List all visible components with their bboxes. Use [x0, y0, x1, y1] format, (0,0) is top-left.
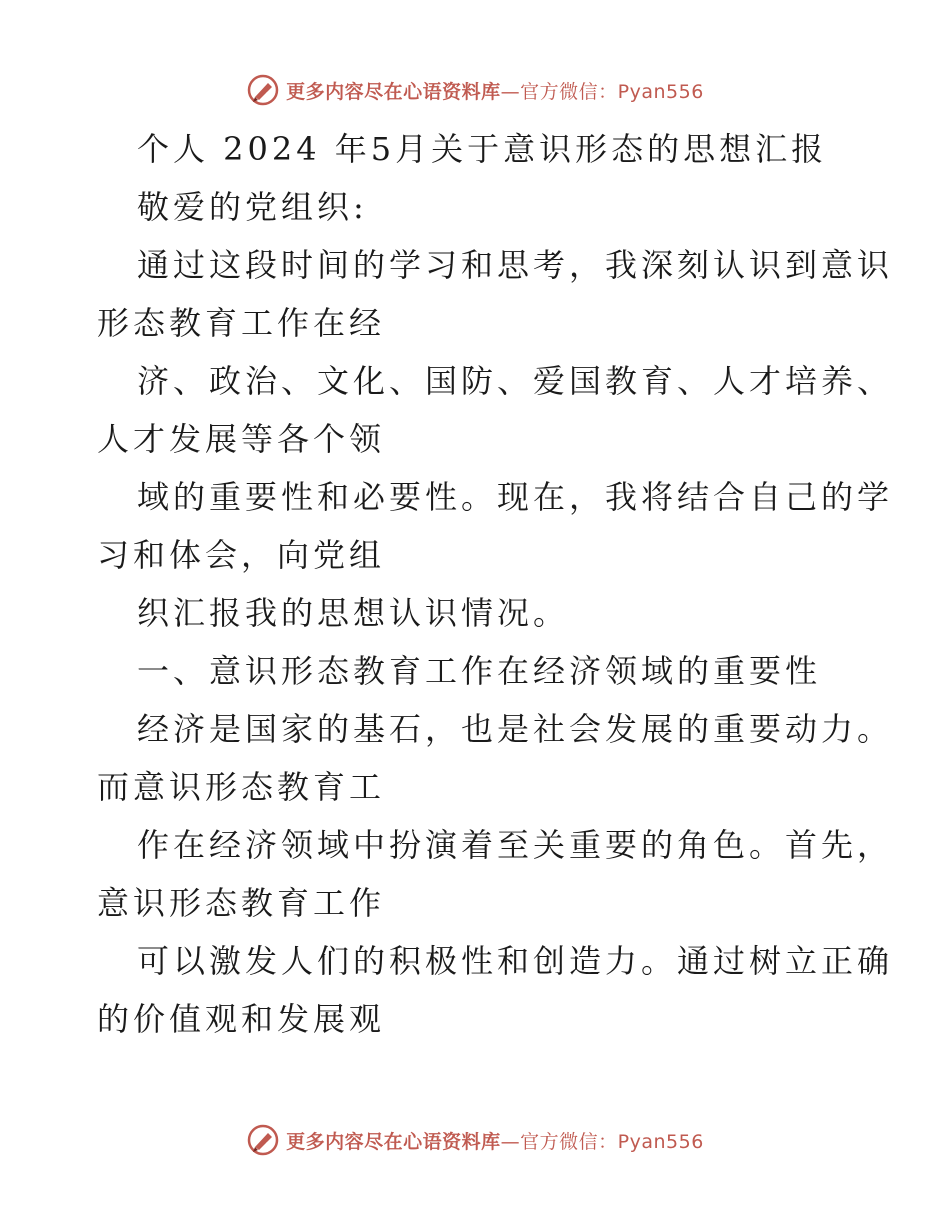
watermark-brand: 更多内容尽在心语资料库	[286, 80, 501, 103]
body-line: 织汇报我的思想认识情况。	[137, 594, 570, 632]
body-line: 济、政治、文化、国防、爱国教育、人才培养、	[137, 362, 894, 400]
salutation: 敬爱的党组织:	[137, 188, 368, 226]
watermark-dash: —	[500, 80, 521, 103]
pen-nib-logo-icon	[246, 1123, 280, 1157]
body-line: 可以激发人们的积极性和创造力。通过树立正确	[137, 942, 894, 980]
watermark-text	[286, 77, 704, 104]
footer-watermark	[0, 1120, 950, 1160]
header-watermark	[0, 70, 950, 110]
body-line: 而意识形态教育工	[97, 768, 386, 806]
watermark-brand: 更多内容尽在心语资料库	[286, 1130, 501, 1153]
body-line: 经济是国家的基石，也是社会发展的重要动力。	[137, 710, 894, 748]
body-line: 习和体会，向党组	[97, 536, 386, 574]
section-heading: 一、意识形态教育工作在经济领域的重要性	[137, 652, 822, 690]
watermark-dash: —	[500, 1130, 521, 1153]
body-line: 通过这段时间的学习和思考，我深刻认识到意识	[137, 246, 894, 284]
pen-nib-logo-icon	[246, 73, 280, 107]
body-line: 人才发展等各个领	[97, 420, 386, 458]
body-line: 的价值观和发展观	[97, 1000, 386, 1038]
document-title: 个人 2024 年5月关于意识形态的思想汇报	[137, 130, 828, 168]
body-line: 意识形态教育工作	[97, 884, 386, 922]
watermark-text	[286, 1127, 704, 1154]
body-line: 形态教育工作在经	[97, 304, 386, 342]
body-line: 域的重要性和必要性。现在，我将结合自己的学	[137, 478, 894, 516]
watermark-contact: 官方微信：Pyan556	[520, 80, 704, 103]
body-line: 作在经济领域中扮演着至关重要的角色。首先，	[137, 826, 894, 864]
watermark-contact: 官方微信：Pyan556	[520, 1130, 704, 1153]
